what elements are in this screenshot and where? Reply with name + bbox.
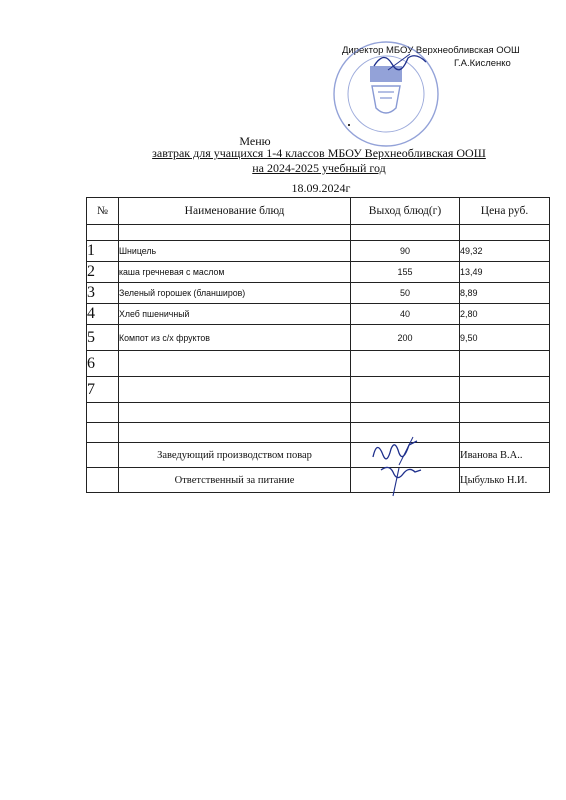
- dish-name: Зеленый горошек (бланширов): [119, 283, 351, 304]
- table-row: [87, 304, 550, 325]
- dish-price: 9,50: [460, 325, 550, 351]
- table-row-empty: [87, 403, 550, 423]
- signature-label: Заведующий производством повар: [119, 443, 351, 468]
- dish-output: 200: [351, 325, 460, 351]
- table-row-empty: [87, 225, 550, 241]
- table-row: [87, 241, 550, 262]
- stray-dot: [348, 124, 350, 126]
- row-number: 2: [87, 262, 119, 283]
- table-row: [87, 262, 550, 283]
- menu-title: Меню: [239, 134, 271, 148]
- table-row: [87, 325, 550, 351]
- table-row-empty: [87, 423, 550, 443]
- dish-price: 13,49: [460, 262, 550, 283]
- row-number: 3: [87, 283, 119, 304]
- column-header-dish: Наименование блюд: [119, 198, 351, 225]
- signature-label: Ответственный за питание: [119, 468, 351, 493]
- menu-table: [86, 197, 550, 493]
- dish-price: 2,80: [460, 304, 550, 325]
- table-row: [87, 351, 550, 377]
- menu-subtitle: завтрак для учащихся 1-4 классов МБОУ Верхнеобливская ООШ: [152, 146, 486, 160]
- dish-name: [119, 377, 351, 403]
- dish-name: Компот из с/х фруктов: [119, 325, 351, 351]
- dish-output: [351, 351, 460, 377]
- signature-row-production: [87, 443, 550, 468]
- dish-output: 40: [351, 304, 460, 325]
- dish-price: 49,32: [460, 241, 550, 262]
- dish-name: [119, 351, 351, 377]
- menu-school-year: на 2024-2025 учебный год: [252, 161, 386, 175]
- signature-name: Иванова В.А..: [460, 443, 550, 468]
- dish-name: каша гречневая с маслом: [119, 262, 351, 283]
- table-row: [87, 377, 550, 403]
- dish-price: [460, 351, 550, 377]
- row-number: 1: [87, 241, 119, 262]
- dish-output: 90: [351, 241, 460, 262]
- column-header-price: Цена руб.: [460, 198, 550, 225]
- approval-director-line: Директор МБОУ Верхнеобливская ООШ: [342, 45, 520, 56]
- approval-director-name: Г.А.Кисленко: [454, 58, 511, 69]
- dish-name: Хлеб пшеничный: [119, 304, 351, 325]
- column-header-output: Выход блюд(г): [351, 198, 460, 225]
- dish-name: Шницель: [119, 241, 351, 262]
- signature-name: Цыбулько Н.И.: [460, 468, 550, 493]
- menu-date: 18.09.2024г: [291, 181, 351, 195]
- signature-cell: [351, 468, 460, 493]
- row-number: 7: [87, 377, 119, 403]
- dish-price: [460, 377, 550, 403]
- dish-output: 155: [351, 262, 460, 283]
- row-number: 4: [87, 304, 119, 325]
- column-header-number: №: [87, 198, 119, 225]
- dish-price: 8,89: [460, 283, 550, 304]
- dish-output: [351, 377, 460, 403]
- table-header-row: [87, 198, 550, 225]
- dish-output: 50: [351, 283, 460, 304]
- responsible-signature: [377, 462, 423, 498]
- signature-row-responsible: [87, 468, 550, 493]
- row-number: 5: [87, 325, 119, 351]
- row-number: 6: [87, 351, 119, 377]
- table-row: [87, 283, 550, 304]
- director-signature: [370, 48, 430, 74]
